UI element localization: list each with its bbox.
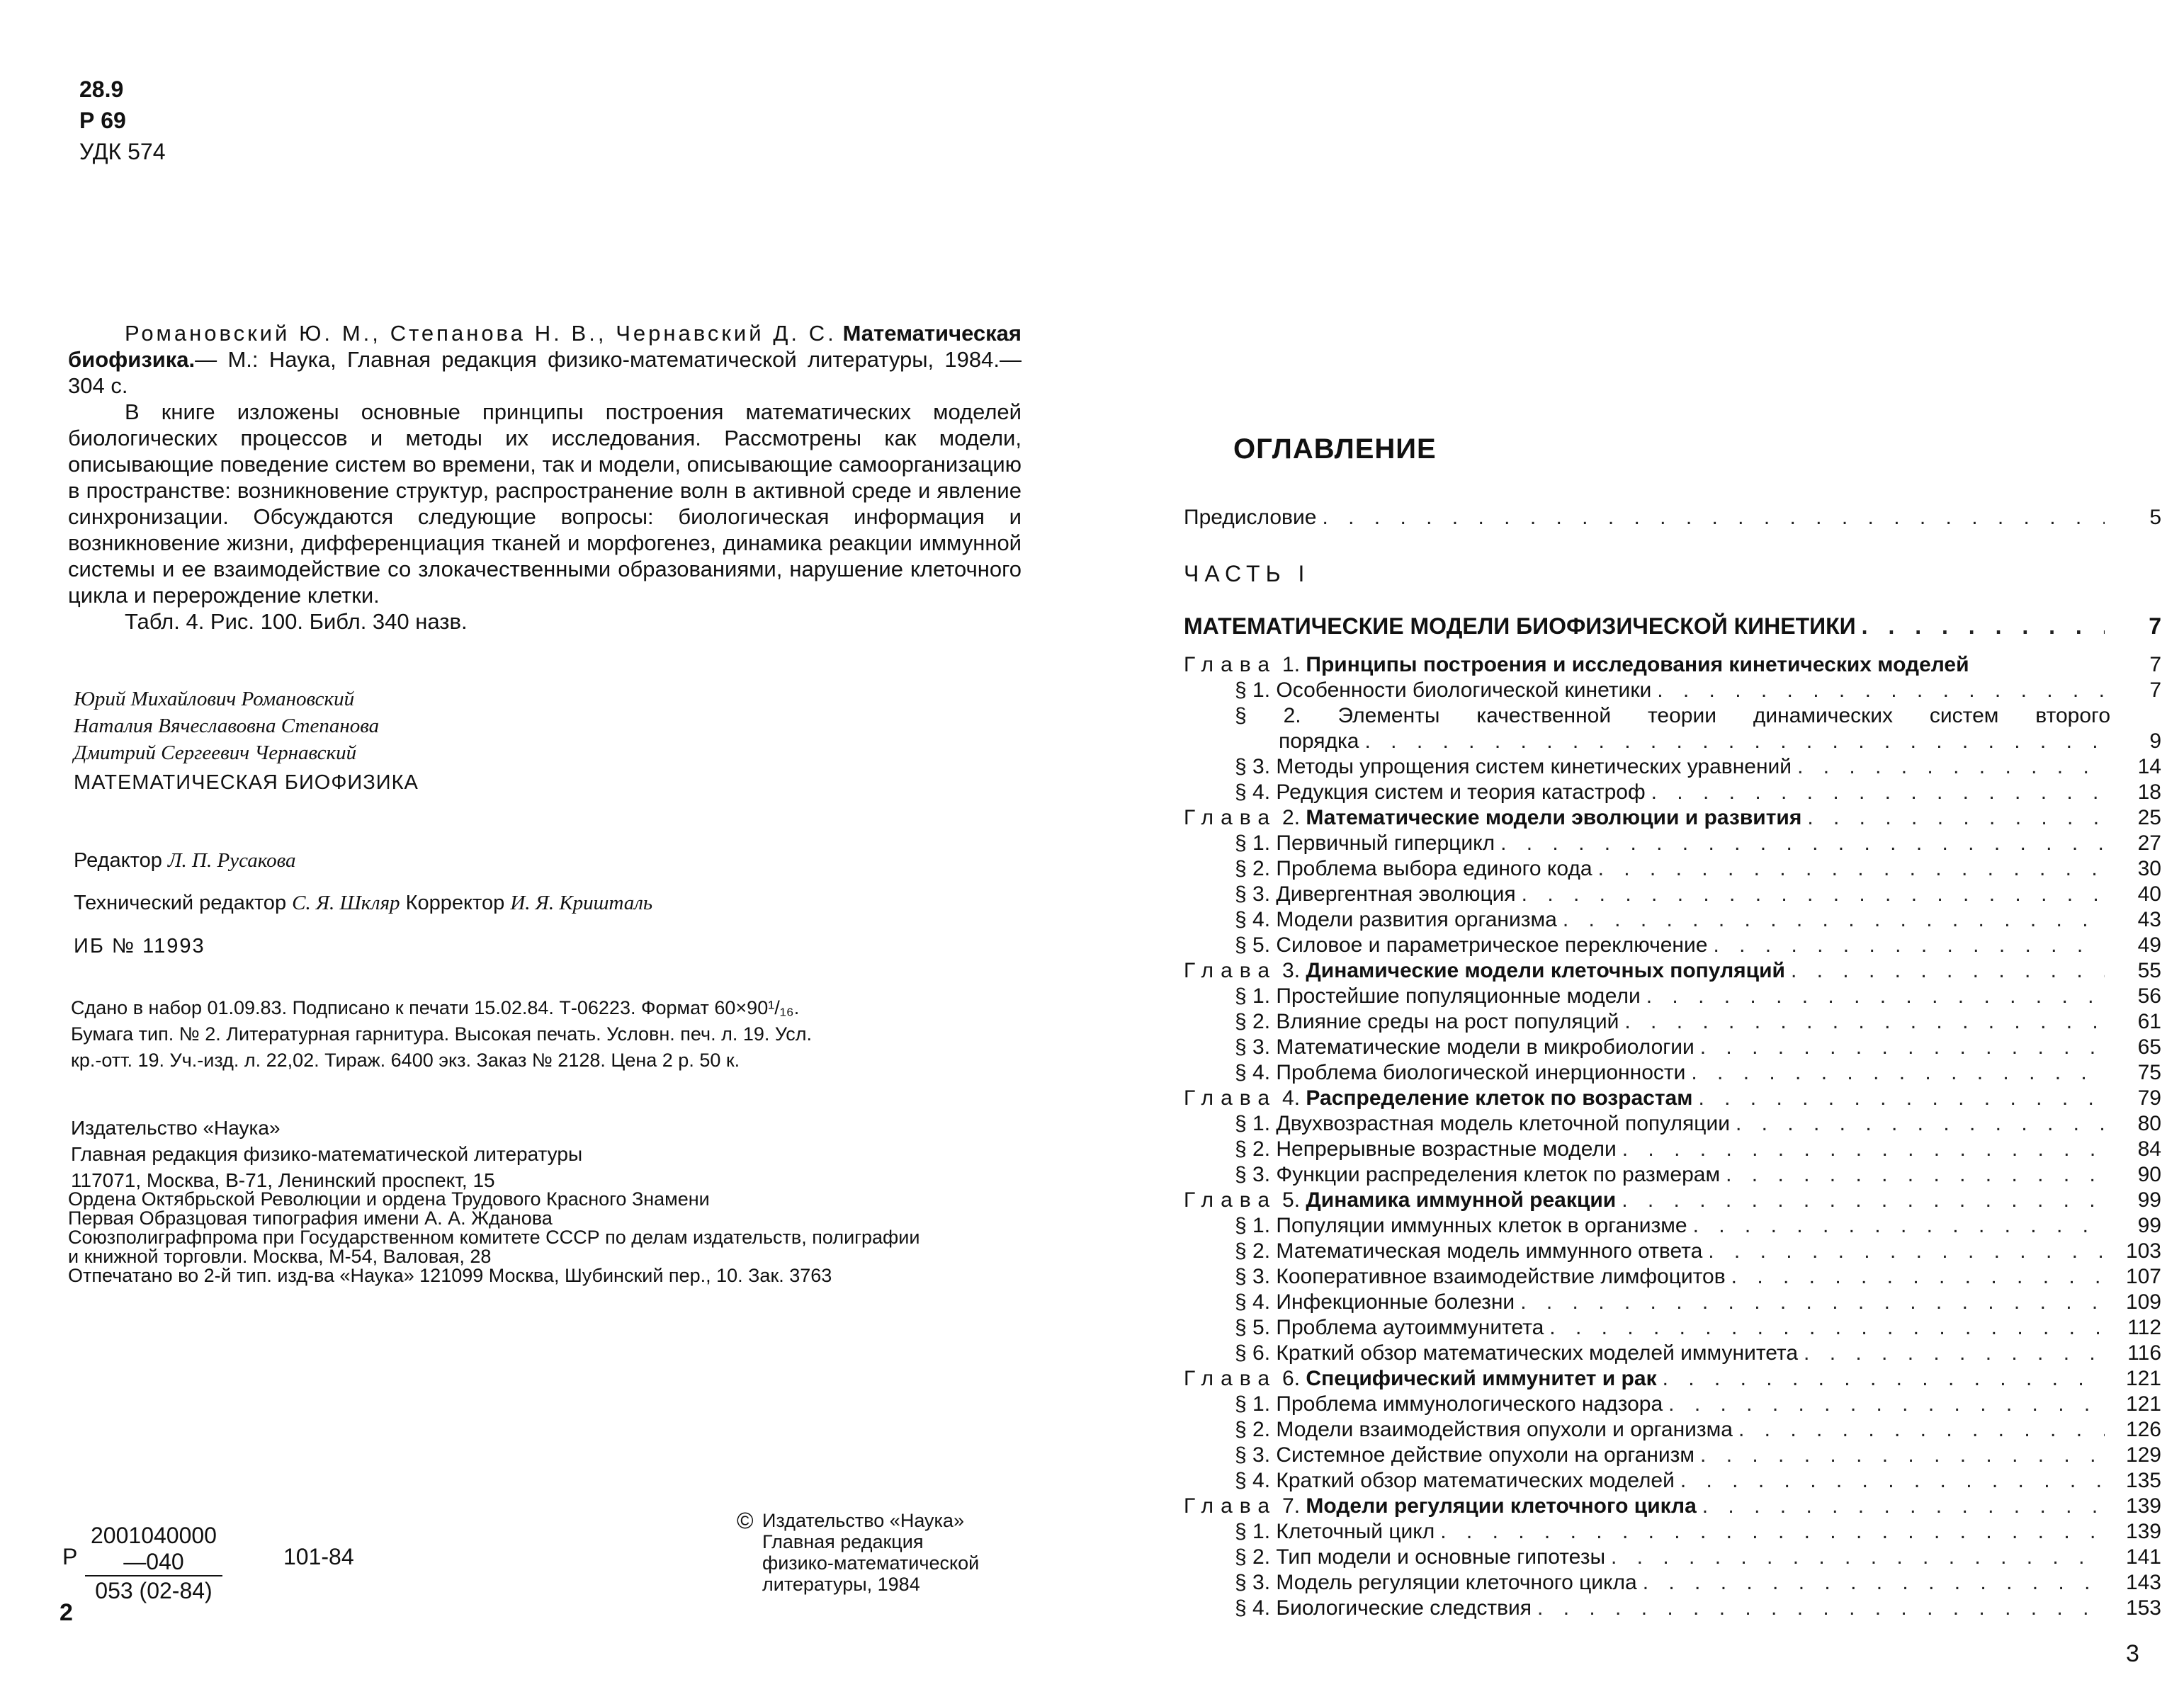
leader-dots [1736,1112,2105,1136]
toc-section[interactable] [1235,908,2161,932]
copyright-line: физико-математической [762,1552,980,1574]
book-stats: Табл. 4. Рис. 100. Библ. 340 назв. [125,609,468,634]
toc-page-number: 49 [2137,933,2161,957]
author-full-name: Юрий Михайлович Романовский [74,688,355,710]
section-number: § 2. [1235,1239,1271,1263]
toc-heading: ОГЛАВЛЕНИЕ [1233,433,1437,465]
editorial-staff [74,839,652,924]
leader-dots [1698,1086,2105,1110]
toc-section[interactable] [1235,1392,2161,1416]
section-number: § 3. [1235,1571,1271,1594]
imprint-line: Бумага тип. № 2. Литературная гарнитура. Высокая печать. Условн. печ. л. 19. Усл. [71,1023,812,1045]
toc-preface[interactable] [1184,506,2161,530]
section-number: § 4. [1235,1596,1271,1620]
leader-dots [1804,1341,2105,1365]
section-title: Проблема иммунологического надзора [1276,1392,1663,1416]
chapter-number: 5. [1282,1188,1301,1212]
section-number: § 2. [1235,857,1271,880]
toc-section[interactable] [1235,882,2161,907]
toc-page-number: 109 [2125,1290,2161,1314]
section-number: § 5. [1235,1316,1271,1339]
section-number: § 2. [1235,704,1301,727]
toc-section[interactable] [1235,1418,2161,1442]
imprint-line: Сдано в набор 01.09.83. Подписано к печати 15.02.84. Т-06223. Формат 60×90¹/₁₆. [71,997,800,1018]
toc-page-number: 7 [2149,653,2161,676]
toc-section[interactable] [1235,678,2161,703]
section-title: Элементы качественной теории динамических систем второго [1337,704,2111,727]
leader-dots [1680,1469,2105,1493]
publisher-line: 117071, Москва, В-71, Ленинский проспект, 15 [71,1169,495,1191]
section-title: Популяции иммунных клеток в организме [1276,1214,1687,1237]
toc-section[interactable] [1235,780,2161,805]
leader-dots [1365,729,2105,754]
toc-page-number: 126 [2125,1418,2161,1441]
author-mark: Р 69 [79,108,126,133]
toc-page-number: 153 [2125,1596,2161,1620]
toc-page-number: 112 [2127,1316,2161,1339]
section-title-continued: порядка [1279,729,1359,753]
toc-section[interactable] [1235,933,2161,958]
tech-editor-line [74,882,652,924]
chapter-word: Глава [1184,653,1277,676]
chapter-title: Динамика иммунной реакции [1306,1188,1617,1212]
toc-page-number: 56 [2137,984,2161,1008]
leader-dots [1791,959,2105,983]
toc-page-number: 84 [2137,1137,2161,1161]
section-number: § 3. [1235,1443,1271,1467]
toc-page-number: 141 [2125,1545,2161,1569]
chapter-title: Модели регуляции клеточного цикла [1306,1494,1697,1518]
toc-section[interactable] [1235,1137,2161,1161]
chapter-title: Распределение клеток по возрастам [1306,1086,1693,1110]
toc-page-number: 40 [2137,882,2161,906]
chapter-number: 3. [1282,959,1301,982]
chapter-number: 7. [1282,1494,1301,1518]
editor-line [74,839,652,882]
section-number: § 2. [1235,1137,1271,1161]
toc-section[interactable] [1235,1214,2161,1238]
leader-dots [1643,1571,2105,1595]
bibliographic-abstract [68,320,1022,635]
copyright-line: Главная редакция [762,1531,924,1552]
publisher-line: Издательство «Наука» [71,1117,281,1139]
book-title-caps: МАТЕМАТИЧЕСКАЯ БИОФИЗИКА [74,771,419,794]
leader-dots [1322,506,2105,530]
leader-dots [1622,1188,2105,1212]
toc-section[interactable] [1235,1596,2161,1620]
section-title: Первичный гиперцикл [1276,831,1495,855]
section-title: Силовое и параметрическое переключение [1276,933,1708,957]
section-number: § 4. [1235,908,1271,931]
section-title: Тип модели и основные гипотезы [1276,1545,1606,1569]
classification-codes [79,74,165,167]
leader-dots [1700,1443,2105,1467]
section-number: § 4. [1235,1290,1271,1314]
leader-dots [1611,1545,2105,1569]
toc-page-number: 121 [2125,1392,2161,1416]
toc-section[interactable] [1235,831,2161,856]
toc-page-number: 99 [2137,1188,2161,1212]
toc-page-number: 79 [2137,1086,2161,1110]
leader-dots [1738,1418,2105,1442]
chapter-word: Глава [1184,1367,1277,1390]
section-number: § 3. [1235,882,1271,906]
section-title: Непрерывные возрастные модели [1276,1137,1617,1161]
toc-page-number: 143 [2125,1571,2161,1594]
leader-dots [1726,1163,2105,1187]
section-title: Клеточный цикл [1276,1520,1435,1543]
toc-section[interactable] [1235,1010,2161,1034]
toc-section[interactable] [1235,1112,2161,1136]
leader-dots [1622,1137,2105,1161]
toc-page-number: 65 [2137,1035,2161,1059]
leader-dots [1700,1035,2105,1059]
publisher-line: Главная редакция физико-математической литературы [71,1143,583,1165]
section-title: Биологические следствия [1276,1596,1532,1620]
ib-number: ИБ № 11993 [74,935,205,958]
leader-dots [1797,755,2105,779]
toc-entry-title: Предисловие [1184,506,1317,529]
section-title: Проблема биологической инерционности [1276,1061,1686,1084]
author-full-name: Дмитрий Сергеевич Чернавский [74,741,357,764]
toc-page-number: 129 [2125,1443,2161,1467]
leader-dots [1440,1520,2105,1544]
section-number: § 4. [1235,780,1271,804]
index-letter: Р [62,1544,78,1569]
section-number: § 1. [1235,1520,1271,1543]
section-title: Системное действие опухоли на организм [1276,1443,1695,1467]
toc-section[interactable] [1235,857,2161,881]
section-title: Инфекционные болезни [1276,1290,1515,1314]
toc-section[interactable] [1235,1290,2161,1314]
section-title: Методы упрощения систем кинетических уравнений [1276,755,1792,778]
chapter-number: 1. [1282,653,1301,676]
leader-dots [1624,1010,2105,1034]
toc-page-number: 7 [2149,678,2161,702]
section-title: Модели взаимодействия опухоли и организма [1276,1418,1733,1441]
section-number: § 1. [1235,831,1271,855]
chapter-title: Динамические модели клеточных популяций [1306,959,1785,982]
copyright-line: Издательство «Наука» [762,1510,964,1531]
section-number: § 3. [1235,1163,1271,1186]
section-number: § 4. [1235,1469,1271,1492]
toc-part-title[interactable] [1184,613,2161,640]
leader-dots [1731,1265,2105,1289]
section-title: Двухвозрастная модель клеточной популяции [1276,1112,1730,1135]
toc-page-number: 99 [2137,1214,2161,1237]
section-number: § 6. [1235,1341,1271,1365]
chapter-word: Глава [1184,1086,1277,1110]
page-number-right: 3 [2126,1640,2139,1667]
chapter-word: Глава [1184,959,1277,982]
toc-section[interactable] [1235,1520,2161,1544]
toc-chapter[interactable] [1184,1086,2161,1110]
leader-dots [1563,908,2105,932]
printing-line: и книжной торговли. Москва, М-54, Валовая, 28 [68,1246,492,1267]
section-title: Математические модели в микробиологии [1276,1035,1694,1059]
chapter-number: 2. [1282,806,1301,829]
toc-section[interactable] [1235,1061,2161,1085]
section-number: § 1. [1235,1392,1271,1416]
leader-dots [1691,1061,2105,1085]
udc-code: УДК 574 [79,139,166,164]
leader-dots [1693,1214,2105,1238]
chapter-word: Глава [1184,806,1277,829]
chapter-title: Принципы построения и исследования кинетических моделей [1306,653,1969,676]
section-number: § 1. [1235,984,1271,1008]
chapter-title: Математические модели эволюции и развития [1306,806,1802,829]
toc-chapter[interactable] [1184,1494,2161,1518]
page-number-left: 2 [60,1599,73,1626]
toc-entry-title: МАТЕМАТИЧЕСКИЕ МОДЕЛИ БИОФИЗИЧЕСКОЙ КИНЕТИКИ [1184,613,1856,639]
author-credits [74,686,419,796]
toc-section[interactable] [1235,755,2161,779]
toc-section[interactable] [1235,1239,2161,1263]
toc-page-number: 14 [2137,755,2161,778]
leader-dots [1702,1494,2105,1518]
print-imprint [71,995,1084,1074]
leader-dots [1663,1367,2105,1391]
printing-line: Первая Образцовая типография имени А. А. Жданова [68,1208,553,1229]
editor-label: Редактор [74,849,162,872]
leader-dots [1549,1316,2105,1340]
section-number: § 1. [1235,1112,1271,1135]
section-title: Функции распределения клеток по размерам [1276,1163,1721,1186]
section-number: § 1. [1235,678,1271,702]
leader-dots [1537,1596,2105,1620]
leader-dots [1713,933,2105,958]
leader-dots [1646,984,2105,1008]
toc-section[interactable] [1235,1469,2161,1493]
section-title: Редукция систем и теория катастроф [1276,780,1646,804]
leader-dots [1657,678,2105,703]
toc-page-number: 75 [2137,1061,2161,1084]
section-title: Проблема аутоиммунитета [1276,1316,1544,1339]
toc-page-number: 61 [2137,1010,2161,1033]
section-number: § 3. [1235,1265,1271,1288]
toc-page-number: 30 [2137,857,2161,880]
leader-dots [1520,1290,2105,1314]
section-number: § 2. [1235,1545,1271,1569]
toc-chapter[interactable] [1184,653,2161,677]
toc-section[interactable] [1235,984,2161,1008]
index-numerator: 2001040000—040 [85,1523,222,1576]
section-title: Проблема выбора единого кода [1276,857,1592,880]
toc-page-number: 121 [2125,1367,2161,1390]
printing-line: Союзполиграфпрома при Государственном комитете СССР по делам издательств, полиграфии [68,1227,920,1248]
index-suffix: 101-84 [283,1544,354,1569]
leader-dots [1807,806,2105,830]
bbk-code: 28.9 [79,76,124,102]
leader-dots [1708,1239,2105,1263]
chapter-title: Специфический иммунитет и рак [1306,1367,1657,1390]
toc-page-number: 7 [2149,613,2161,639]
leader-dots [1668,1392,2105,1416]
section-number: § 3. [1235,755,1271,778]
toc-page-number: 9 [2149,729,2161,753]
section-number: § 5. [1235,933,1271,957]
printing-line: Ордена Октябрьской Революции и ордена Трудового Красного Знамени [68,1188,710,1210]
toc-page-number: 116 [2127,1341,2161,1365]
part-label: ЧАСТЬ I [1184,561,1311,586]
section-number: § 3. [1235,1035,1271,1059]
index-denominator: 053 (02-84) [95,1578,213,1603]
section-title: Простейшие популяционные модели [1276,984,1641,1008]
printing-house-info [68,1190,920,1285]
toc-page-number: 80 [2137,1112,2161,1135]
index-fraction [85,1523,222,1604]
toc-page-number: 43 [2137,908,2161,931]
toc-page-number: 5 [2149,506,2161,529]
copyright-line: литературы, 1984 [762,1574,920,1595]
right-page [1092,0,2184,1699]
section-number: § 2. [1235,1418,1271,1441]
leader-dots [1598,857,2105,881]
toc-page-number: 90 [2137,1163,2161,1186]
publisher-info [71,1115,582,1193]
publication-info: — М.: Наука, Главная редакция физико-математической литературы, 1984.— 304 с. [68,347,1022,398]
copyright-icon: © [737,1508,754,1533]
leader-dots [1522,882,2105,907]
toc-section[interactable] [1235,1163,2161,1187]
toc-section[interactable] [1235,1316,2161,1340]
toc-page-number: 135 [2125,1469,2161,1492]
book-title: Математическая биофизика. [68,321,1022,372]
toc-section[interactable] [1235,1571,2161,1595]
leader-dots [1651,780,2105,805]
section-title: Математическая модель иммунного ответа [1276,1239,1703,1263]
corrector-name: И. Я. Кришталь [510,892,653,914]
section-title: Краткий обзор математических моделей [1276,1469,1675,1492]
section-title: Краткий обзор математических моделей иммунитета [1276,1341,1799,1365]
chapter-number: 4. [1282,1086,1301,1110]
toc-section[interactable] [1235,1443,2161,1467]
author-full-name: Наталия Вячеславовна Степанова [74,715,380,737]
toc-page-number: 18 [2137,780,2161,804]
section-title: Кооперативное взаимодействие лимфоцитов [1276,1265,1726,1288]
authors-line: Романовский Ю. М., Степанова Н. В., Чернавский Д. С. [125,321,837,346]
toc-page-number: 25 [2137,806,2161,829]
toc-chapter[interactable] [1184,1367,2161,1391]
section-title: Влияние среды на рост популяций [1276,1010,1619,1033]
leader-dots [1500,831,2105,856]
leader-dots [1862,613,2105,640]
toc-chapter[interactable] [1184,959,2161,983]
toc-page-number: 139 [2125,1494,2161,1518]
toc-section-continued[interactable] [1235,729,2161,754]
tech-editor-name: С. Я. Шкляр [292,892,400,914]
chapter-word: Глава [1184,1494,1277,1518]
abstract-text: В книге изложены основные принципы построения математических моделей биологических процессов и методы их исследования. Рассмотрены как модели, описывающие поведение систем во времени, так и модели, описывающие самоорганизацию в пространстве: возникновение структур, распространение волн в активной среде и явление синхронизации. Обсуждаются следующие вопросы: биологическая информация и возникновение жизни, дифференциация тканей и морфогенез, динамика реакции иммунной системы и ее взаимодействие со злокачественными образованиями, нарушение клеточного цикла и перерождение клетки. [68,399,1022,608]
toc-section[interactable] [1235,1265,2161,1289]
section-title: Модели развития организма [1276,908,1557,931]
chapter-number: 6. [1282,1367,1301,1390]
section-title: Особенности биологической кинетики [1276,678,1652,702]
section-number: § 2. [1235,1010,1271,1033]
toc-section[interactable] [1235,704,2161,728]
toc-page-number: 27 [2137,831,2161,855]
toc-page-number: 139 [2125,1520,2161,1543]
toc-chapter[interactable] [1184,1188,2161,1212]
toc-section[interactable] [1235,1035,2161,1059]
toc-page-number: 55 [2137,959,2161,982]
toc-page-number: 107 [2125,1265,2161,1288]
editor-name: Л. П. Русакова [167,849,296,872]
toc-page-number: 103 [2125,1239,2161,1263]
imprint-line: кр.-отт. 19. Уч.-изд. л. 22,02. Тираж. 6400 экз. Заказ № 2128. Цена 2 р. 50 к. [71,1050,740,1071]
corrector-label: Корректор [405,892,505,914]
section-number: § 4. [1235,1061,1271,1084]
section-title: Дивергентная эволюция [1276,882,1516,906]
section-number: § 1. [1235,1214,1271,1237]
toc-section[interactable] [1235,1545,2161,1569]
toc-section[interactable] [1235,1341,2161,1365]
section-title: Модель регуляции клеточного цикла [1276,1571,1637,1594]
printing-line: Отпечатано во 2-й тип. изд-ва «Наука» 121099 Москва, Шубинский пер., 10. Зак. 3763 [68,1265,832,1286]
copyright-block [737,1510,979,1595]
tech-editor-label: Технический редактор [74,892,287,914]
toc-chapter[interactable] [1184,806,2161,830]
chapter-word: Глава [1184,1188,1277,1212]
